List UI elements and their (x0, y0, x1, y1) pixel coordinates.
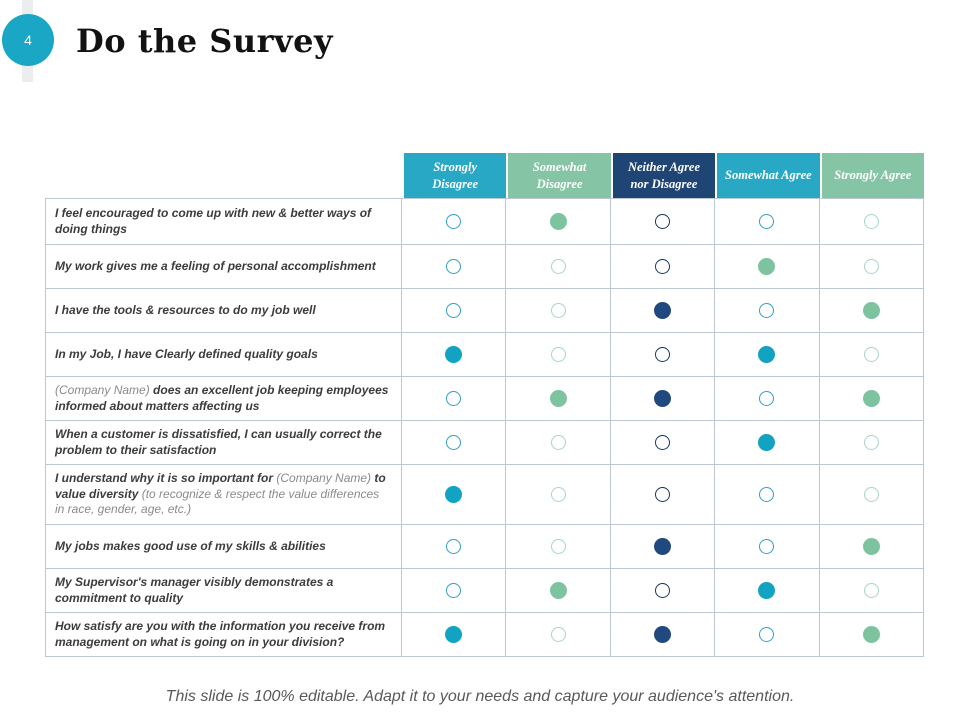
column-header: Strongly Agree (820, 153, 924, 198)
radio-circle-icon (551, 627, 566, 642)
question-text-segment: In my Job, I have Clearly defined quality goals (55, 346, 318, 361)
radio-circle-icon (864, 259, 879, 274)
radio-circle-icon (654, 626, 671, 643)
header-corner-cell (45, 153, 402, 198)
survey-option-cell[interactable] (820, 198, 924, 245)
radio-circle-icon (551, 487, 566, 502)
radio-circle-icon (445, 346, 462, 363)
survey-question (45, 569, 402, 613)
column-header: Somewhat Agree (715, 153, 819, 198)
question-text-segment: My Supervisor's manager visibly demonstrates a commitment to quality (55, 574, 334, 605)
radio-circle-icon (446, 391, 461, 406)
radio-circle-icon (758, 258, 775, 275)
question-text-segment: When a customer is dissatisfied, I can usually correct the problem to their satisfaction (55, 426, 382, 457)
radio-circle-icon (446, 435, 461, 450)
question-text-segment: (Company Name) (276, 470, 375, 485)
radio-circle-icon (759, 391, 774, 406)
table-row (45, 377, 924, 421)
question-text-segment: to value diversity (55, 470, 386, 501)
survey-question (45, 421, 402, 465)
question-text-segment: I feel encouraged to come up with new & better ways of doing things (55, 205, 372, 236)
question-text-segment: My work gives me a feeling of personal accomplishment (55, 258, 376, 273)
radio-circle-icon (655, 487, 670, 502)
survey-option-cell[interactable] (402, 198, 506, 245)
question-text-segment: (Company Name) (55, 382, 154, 397)
survey-option-cell[interactable] (820, 465, 924, 525)
survey-option-cell[interactable] (506, 245, 610, 289)
survey-question (45, 289, 402, 333)
survey-option-cell[interactable] (611, 377, 715, 421)
page-title: Do the Survey (76, 22, 334, 60)
radio-circle-icon (655, 435, 670, 450)
table-row (45, 465, 924, 525)
survey-option-cell[interactable] (506, 377, 610, 421)
survey-option-cell[interactable] (715, 421, 819, 465)
column-header: Strongly Disagree (402, 153, 506, 198)
radio-circle-icon (864, 435, 879, 450)
question-text-segment: How satisfy are you with the information you receive from management on what is going on in your division? (55, 618, 386, 649)
radio-circle-icon (550, 582, 567, 599)
radio-circle-icon (550, 390, 567, 407)
survey-option-cell[interactable] (402, 333, 506, 377)
survey-question (45, 198, 402, 245)
survey-table (45, 153, 924, 657)
radio-circle-icon (551, 303, 566, 318)
radio-circle-icon (446, 303, 461, 318)
radio-circle-icon (551, 259, 566, 274)
survey-option-cell[interactable] (820, 245, 924, 289)
survey-option-cell[interactable] (402, 377, 506, 421)
question-text-segment: I have the tools & resources to do my job well (55, 302, 316, 317)
radio-circle-icon (551, 539, 566, 554)
radio-circle-icon (758, 582, 775, 599)
radio-circle-icon (655, 214, 670, 229)
radio-circle-icon (446, 539, 461, 554)
radio-circle-icon (655, 347, 670, 362)
question-text-segment: (to recognize & respect the value differences in race, gender, age, etc.) (55, 486, 380, 517)
radio-circle-icon (864, 347, 879, 362)
table-row (45, 289, 924, 333)
radio-circle-icon (863, 302, 880, 319)
question-text-segment: does an excellent job keeping employees informed about matters affecting us (55, 382, 389, 413)
radio-circle-icon (446, 583, 461, 598)
question-text-segment: I understand why it is so important for (55, 470, 277, 485)
survey-option-cell[interactable] (820, 525, 924, 569)
survey-option-cell[interactable] (820, 289, 924, 333)
survey-option-cell[interactable] (611, 525, 715, 569)
survey-option-cell[interactable] (715, 525, 819, 569)
survey-option-cell[interactable] (820, 613, 924, 657)
radio-circle-icon (445, 486, 462, 503)
radio-circle-icon (864, 583, 879, 598)
survey-option-cell[interactable] (506, 569, 610, 613)
radio-circle-icon (655, 583, 670, 598)
survey-option-cell[interactable] (715, 333, 819, 377)
radio-circle-icon (551, 435, 566, 450)
survey-option-cell[interactable] (506, 198, 610, 245)
survey-option-cell[interactable] (611, 333, 715, 377)
survey-table-body (45, 198, 924, 657)
survey-option-cell[interactable] (611, 289, 715, 333)
radio-circle-icon (551, 347, 566, 362)
radio-circle-icon (759, 214, 774, 229)
survey-option-cell[interactable] (506, 333, 610, 377)
survey-question (45, 377, 402, 421)
radio-circle-icon (654, 538, 671, 555)
survey-option-cell[interactable] (715, 569, 819, 613)
survey-question (45, 333, 402, 377)
survey-question (45, 245, 402, 289)
survey-option-cell[interactable] (611, 569, 715, 613)
survey-option-cell[interactable] (820, 377, 924, 421)
radio-circle-icon (550, 213, 567, 230)
survey-option-cell[interactable] (506, 525, 610, 569)
radio-circle-icon (759, 487, 774, 502)
table-row (45, 525, 924, 569)
survey-question (45, 613, 402, 657)
radio-circle-icon (864, 214, 879, 229)
slide-number: 4 (24, 32, 32, 48)
survey-option-cell[interactable] (506, 613, 610, 657)
survey-option-cell[interactable] (715, 289, 819, 333)
radio-circle-icon (654, 390, 671, 407)
radio-circle-icon (654, 302, 671, 319)
survey-option-cell[interactable] (402, 525, 506, 569)
survey-option-cell[interactable] (611, 245, 715, 289)
table-row (45, 333, 924, 377)
question-text-segment: My jobs makes good use of my skills & abilities (55, 538, 326, 553)
radio-circle-icon (445, 626, 462, 643)
radio-circle-icon (864, 487, 879, 502)
radio-circle-icon (759, 627, 774, 642)
table-row (45, 421, 924, 465)
slide-number-badge (2, 14, 54, 66)
survey-option-cell[interactable] (506, 421, 610, 465)
survey-option-cell[interactable] (402, 465, 506, 525)
survey-option-cell[interactable] (715, 377, 819, 421)
table-row (45, 245, 924, 289)
survey-option-cell[interactable] (715, 465, 819, 525)
survey-question (45, 465, 402, 525)
radio-circle-icon (758, 434, 775, 451)
survey-option-cell[interactable] (402, 289, 506, 333)
survey-option-cell[interactable] (611, 465, 715, 525)
table-row (45, 198, 924, 245)
survey-option-cell[interactable] (506, 289, 610, 333)
survey-option-cell[interactable] (820, 333, 924, 377)
radio-circle-icon (446, 214, 461, 229)
radio-circle-icon (863, 390, 880, 407)
survey-option-cell[interactable] (402, 569, 506, 613)
survey-option-cell[interactable] (506, 465, 610, 525)
survey-option-cell[interactable] (402, 421, 506, 465)
table-row (45, 569, 924, 613)
survey-option-cell[interactable] (715, 613, 819, 657)
radio-circle-icon (759, 539, 774, 554)
survey-option-cell[interactable] (402, 613, 506, 657)
radio-circle-icon (759, 303, 774, 318)
radio-circle-icon (655, 259, 670, 274)
radio-circle-icon (863, 626, 880, 643)
radio-circle-icon (758, 346, 775, 363)
table-row (45, 613, 924, 657)
survey-question (45, 525, 402, 569)
survey-option-cell[interactable] (402, 245, 506, 289)
column-header: Neither Agree nor Disagree (611, 153, 715, 198)
footer-note: This slide is 100% editable. Adapt it to your needs and capture your audience's attention. (165, 688, 795, 705)
radio-circle-icon (446, 259, 461, 274)
survey-option-cell[interactable] (611, 198, 715, 245)
survey-option-cell[interactable] (820, 569, 924, 613)
survey-option-cell[interactable] (611, 613, 715, 657)
survey-option-cell[interactable] (820, 421, 924, 465)
table-header-row (45, 153, 924, 198)
survey-option-cell[interactable] (715, 198, 819, 245)
survey-option-cell[interactable] (715, 245, 819, 289)
survey-option-cell[interactable] (611, 421, 715, 465)
column-header: Somewhat Disagree (506, 153, 610, 198)
radio-circle-icon (863, 538, 880, 555)
